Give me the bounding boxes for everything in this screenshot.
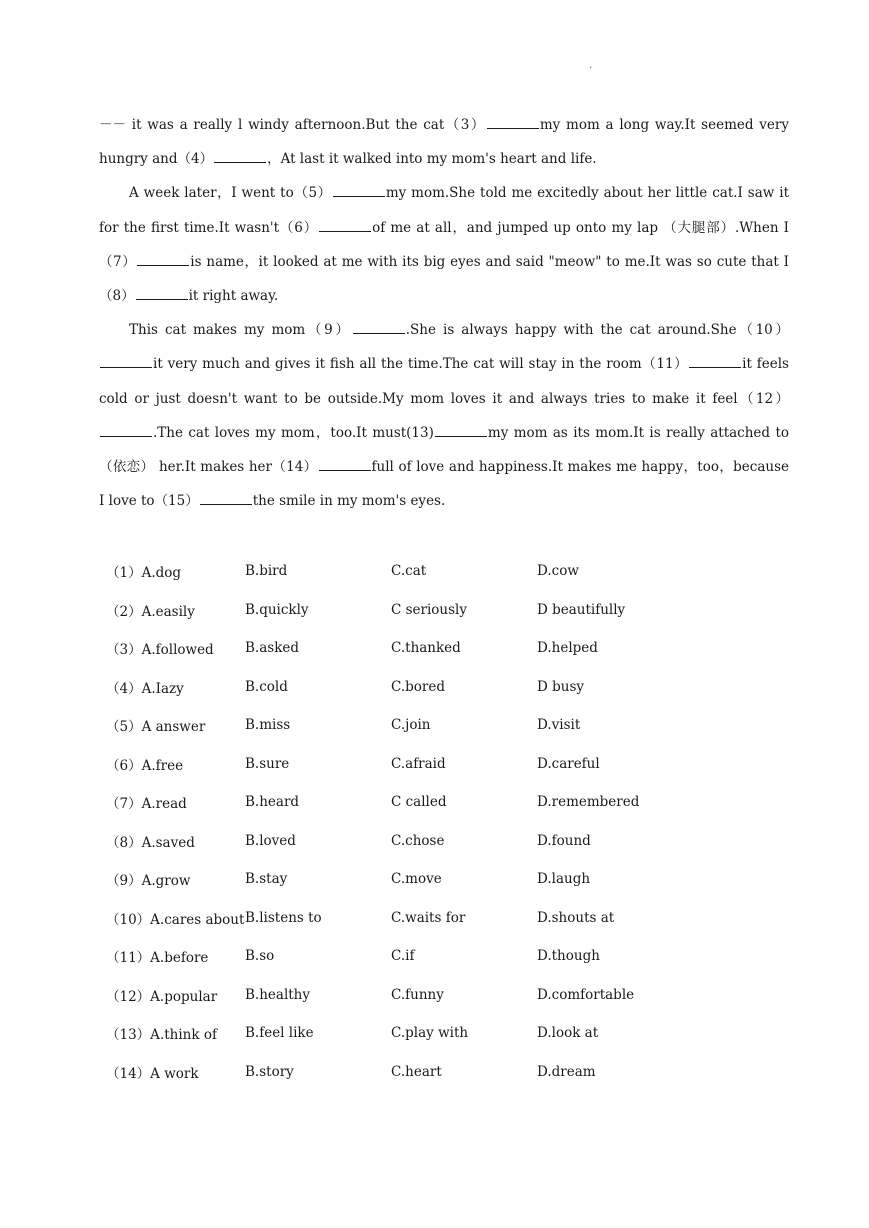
answer-options xyxy=(106,552,726,1091)
option-c: C.play with xyxy=(391,1025,469,1042)
blank-11 xyxy=(689,353,741,368)
option-a: （6）A.free xyxy=(106,757,184,774)
option-d: D.found xyxy=(537,832,591,849)
option-d: D.helped xyxy=(537,640,598,657)
option-c: C seriously xyxy=(391,601,468,618)
option-d: D.laugh xyxy=(537,871,591,888)
option-b: B.so xyxy=(245,948,275,965)
option-c: C.waits for xyxy=(391,909,466,926)
option-a: （4）A.Iazy xyxy=(106,680,184,697)
option-row xyxy=(106,668,726,707)
passage-text: .The cat loves my mom，too.It must(13) xyxy=(153,424,434,441)
blank-14 xyxy=(319,456,371,471)
passage-text: This cat makes my mom（9） xyxy=(129,322,352,339)
blank-7 xyxy=(137,251,189,266)
blank-13 xyxy=(435,422,487,437)
option-row xyxy=(106,899,726,938)
passage-text: －－ it was a really l windy afternoon.But the cat（3） xyxy=(99,117,486,133)
option-c: C.cat xyxy=(391,563,427,580)
option-d: D.shouts at xyxy=(537,909,615,926)
reading-passage xyxy=(99,108,789,518)
option-b: B.bird xyxy=(245,563,288,580)
paragraph-3 xyxy=(99,313,789,518)
option-c: C.bored xyxy=(391,678,445,695)
paragraph-2 xyxy=(99,176,789,313)
option-c: C.chose xyxy=(391,832,445,849)
passage-text: .She is always happy with the cat around.She（10） xyxy=(405,322,790,339)
option-row xyxy=(106,629,726,668)
option-a: （14）A work xyxy=(106,1065,199,1082)
option-d: D.look at xyxy=(537,1025,599,1042)
option-d: D.though xyxy=(537,948,600,965)
option-a: （5）A answer xyxy=(106,719,206,736)
option-c: C.if xyxy=(391,948,415,965)
blank-12 xyxy=(100,422,152,437)
passage-text: my mom a long way.It seemed very hungry and（4） xyxy=(99,117,789,168)
option-b: B.healthy xyxy=(245,986,311,1003)
header-dot: . xyxy=(589,60,593,71)
paragraph-1 xyxy=(99,108,789,176)
option-d: D beautifully xyxy=(537,601,626,618)
passage-text: it right away. xyxy=(188,288,279,305)
option-row xyxy=(106,745,726,784)
option-row xyxy=(106,1014,726,1053)
blank-4 xyxy=(214,148,266,163)
option-a: （2）A.easily xyxy=(106,603,195,620)
option-d: D.dream xyxy=(537,1063,596,1080)
blank-6 xyxy=(319,217,371,232)
option-d: D.comfortable xyxy=(537,986,635,1003)
option-c: C.funny xyxy=(391,986,444,1003)
option-d: D.cow xyxy=(537,563,579,580)
passage-text: my mom as its mom.It is really attached to （依恋） her.It makes her（14） xyxy=(99,424,789,476)
passage-text: of me at all，and jumped up onto my lap （大腿部）.When I（7） xyxy=(99,219,789,270)
option-b: B.heard xyxy=(245,794,300,811)
option-b: B.story xyxy=(245,1063,294,1080)
option-b: B.quickly xyxy=(245,601,309,618)
option-a: （13）A.think of xyxy=(106,1027,217,1044)
option-a: （12）A.popular xyxy=(106,988,218,1005)
option-row xyxy=(106,706,726,745)
option-b: B.listens to xyxy=(245,909,322,926)
option-d: D.remembered xyxy=(537,794,640,811)
option-row xyxy=(106,860,726,899)
blank-9 xyxy=(353,319,405,334)
passage-text: the smile in my mom's eyes. xyxy=(252,493,446,510)
option-d: D.visit xyxy=(537,717,581,734)
option-row xyxy=(106,822,726,861)
option-b: B.feel like xyxy=(245,1025,314,1042)
option-c: C.thanked xyxy=(391,640,461,657)
option-row xyxy=(106,976,726,1015)
option-c: C called xyxy=(391,794,447,811)
option-a: （8）A.saved xyxy=(106,834,195,851)
blank-15 xyxy=(200,490,252,505)
option-b: B.miss xyxy=(245,717,291,734)
option-a: （1）A.dog xyxy=(106,565,182,582)
option-row xyxy=(106,552,726,591)
blank-10 xyxy=(100,353,152,368)
option-b: B.loved xyxy=(245,832,296,849)
option-b: B.cold xyxy=(245,678,288,695)
option-b: B.asked xyxy=(245,640,299,657)
option-c: C.afraid xyxy=(391,755,446,772)
option-a: （11）A.before xyxy=(106,950,209,967)
blank-8 xyxy=(136,285,188,300)
option-d: D busy xyxy=(537,678,585,695)
option-row xyxy=(106,591,726,630)
blank-3 xyxy=(487,114,539,129)
option-d: D.careful xyxy=(537,755,600,772)
passage-text: it very much and gives it fish all the time.The cat will stay in the room（11） xyxy=(153,356,689,373)
option-b: B.sure xyxy=(245,755,290,772)
passage-text: my mom.She told me excitedly about her little cat.I saw it for the first time.It wasn't（6） xyxy=(99,185,789,236)
option-c: C.move xyxy=(391,871,442,888)
passage-text: it feels cold or just doesn't want to be outside.My mom loves it and always tries to make it feel（12） xyxy=(99,356,789,407)
option-b: B.stay xyxy=(245,871,288,888)
option-c: C.heart xyxy=(391,1063,442,1080)
option-c: C.join xyxy=(391,717,431,734)
passage-text: ，At last it walked into my mom's heart and life. xyxy=(267,151,597,168)
passage-text: is name，it looked at me with its big eyes and said "meow" to me.It was so cute that I（8） xyxy=(99,253,789,305)
blank-5 xyxy=(333,182,385,197)
option-row xyxy=(106,1053,726,1092)
option-a: （10）A.cares about xyxy=(106,911,245,928)
option-a: （9）A.grow xyxy=(106,873,191,890)
option-a: （3）A.followed xyxy=(106,642,214,659)
option-a: （7）A.read xyxy=(106,796,187,813)
passage-text: A week later，I went to（5） xyxy=(129,185,332,202)
option-row xyxy=(106,783,726,822)
passage-text: full of love and happiness.It makes me happy，too，because I love to（15） xyxy=(99,459,790,510)
option-row xyxy=(106,937,726,976)
